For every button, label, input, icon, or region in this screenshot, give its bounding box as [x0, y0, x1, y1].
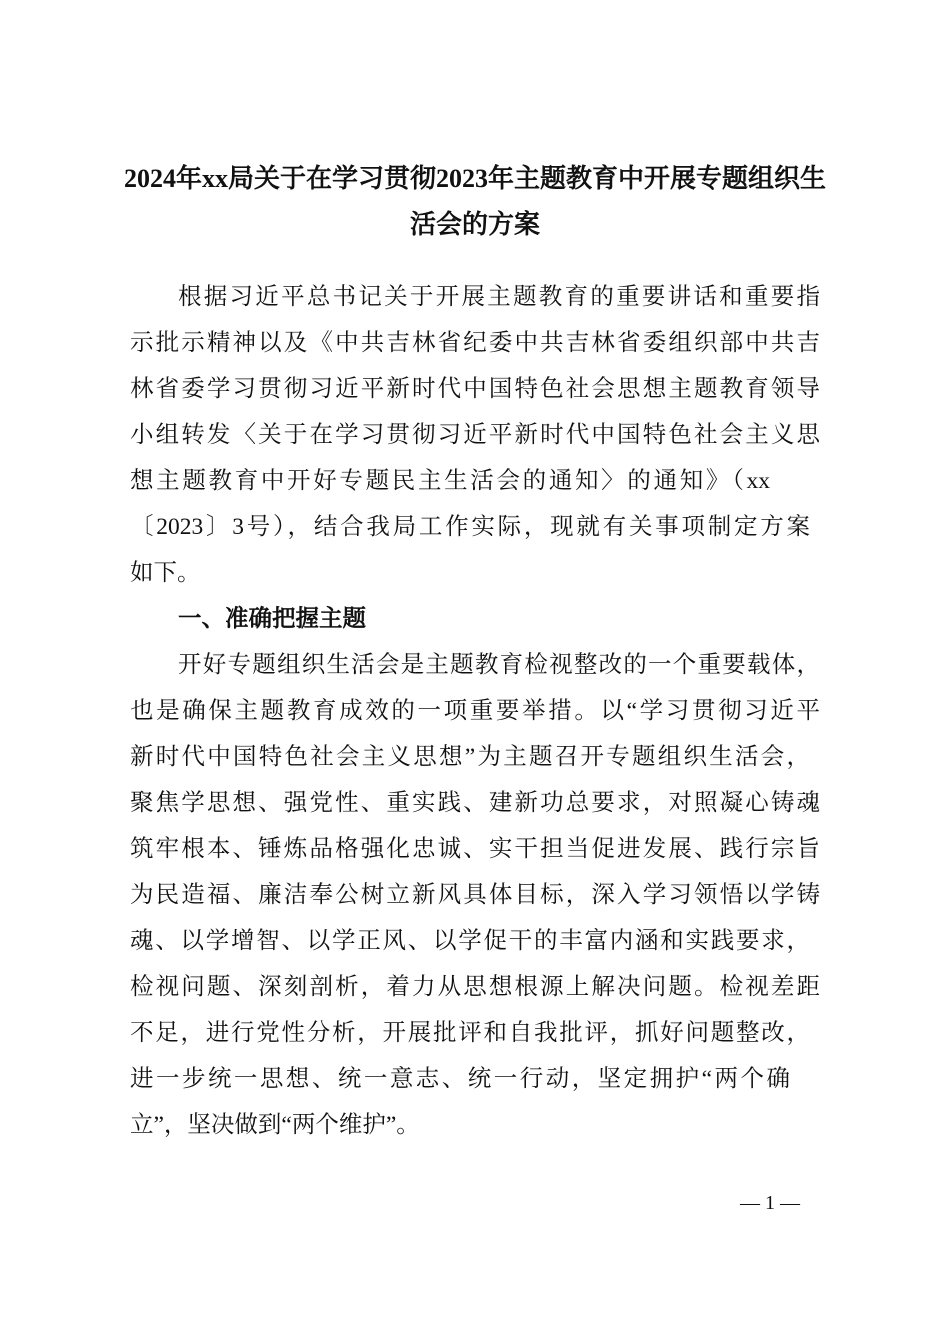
intro-line: 小组转发〈关于在学习贯彻习近平新时代中国特色社会主义思 [130, 422, 820, 448]
intro-line: 示批示精神以及《中共吉林省纪委中共吉林省委组织部中共吉 [130, 330, 820, 356]
intro-line: 如下。 [130, 560, 201, 586]
section-line: 魂、以学增智、以学正风、以学促干的丰富内涵和实践要求， [130, 928, 810, 954]
section-heading: 一、准确把握主题 [178, 606, 366, 632]
section-line: 不足，进行党性分析，开展批评和自我批评，抓好问题整改， [130, 1020, 810, 1046]
section-line: 进一步统一思想、统一意志、统一行动，坚定拥护“两个确 [130, 1066, 790, 1092]
section-line: 新时代中国特色社会主义思想”为主题召开专题组织生活会， [130, 744, 810, 770]
intro-line: 〔2023〕3号），结合我局工作实际，现就有关事项制定方案 [130, 514, 810, 540]
document-title-line-2: 活会的方案 [409, 210, 540, 239]
page-number: — 1 — [740, 1192, 800, 1214]
section-line: 也是确保主题教育成效的一项重要举措。以“学习贯彻习近平 [130, 698, 820, 724]
intro-line: 根据习近平总书记关于开展主题教育的重要讲话和重要指 [178, 284, 820, 310]
document-title-line-1: 2024年xx局关于在学习贯彻2023年主题教育中开展专题组织生 [123, 164, 826, 193]
section-line: 聚焦学思想、强党性、重实践、建新功总要求，对照凝心铸魂 [130, 790, 820, 816]
intro-line: 想主题教育中开好专题民主生活会的通知〉的通知》（xx [130, 468, 770, 494]
section-line: 立”，坚决做到“两个维护”。 [130, 1112, 420, 1138]
section-line: 检视问题、深刻剖析，着力从思想根源上解决问题。检视差距 [130, 974, 820, 1000]
section-line: 为民造福、廉洁奉公树立新风具体目标，深入学习领悟以学铸 [130, 882, 820, 908]
section-line: 开好专题组织生活会是主题教育检视整改的一个重要载体， [178, 652, 820, 678]
document-body [130, 274, 820, 1148]
intro-line: 林省委学习贯彻习近平新时代中国特色社会思想主题教育领导 [130, 376, 820, 402]
section-line: 筑牢根本、锤炼品格强化忠诚、实干担当促进发展、践行宗旨 [130, 836, 820, 862]
